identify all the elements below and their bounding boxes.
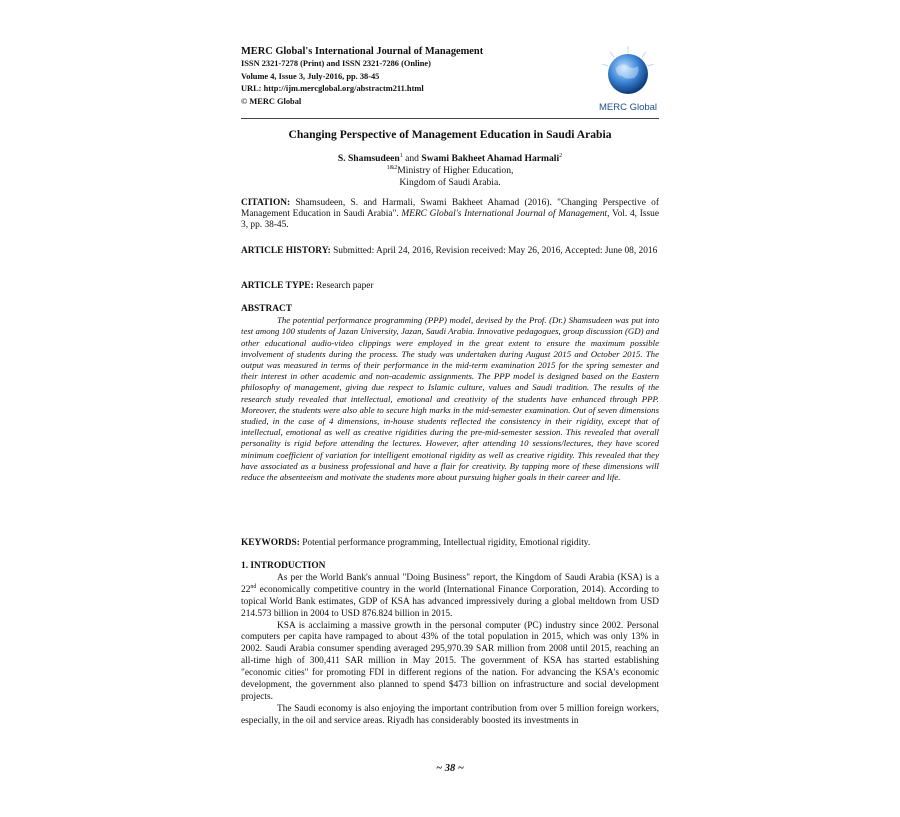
type-section <box>241 281 659 292</box>
paper-title: Changing Perspective of Management Education in Saudi Arabia <box>288 128 612 141</box>
author-line <box>241 153 659 165</box>
url-line[interactable]: URL: http://ijm.mercglobal.org/abstractm211.html <box>241 84 424 94</box>
intro-p1-sup: nd <box>250 583 257 590</box>
issn-line: ISSN 2321-7278 (Print) and ISSN 2321-7286 (Online) <box>241 59 431 69</box>
author-2: Swami Bakheet Ahamad Harmali <box>421 153 560 164</box>
copyright-line: © MERC Global <box>241 96 302 106</box>
abstract-section <box>241 304 659 483</box>
intro-paragraph-3: The Saudi economy is also enjoying the important contribution from over 5 million foreign workers, especially, in the oil and service areas. Riyadh has considerably boosted its investments in <box>241 703 659 726</box>
intro-p1-text-a: As per the World Bank's annual "Doing Business" report, the Kingdom of Saudi Arabia (KSA) is a 22 <box>241 572 659 595</box>
intro-p1-text-b: economically competitive country in the world (International Finance Corporation, 2014). According to topical World Bank estimates, GDP of KSA has advanced impressively during a global meltdown from USD 214.573 billion in 2004 to USD 876.824 billion in 2015. <box>241 584 659 619</box>
header-rule <box>241 118 659 119</box>
author-and: and <box>402 153 422 164</box>
journal-title: MERC Global's International Journal of Management <box>241 46 484 57</box>
type-label: ARTICLE TYPE: <box>241 281 314 291</box>
logo-caption: MERC Global <box>598 102 658 113</box>
abstract-heading: ABSTRACT <box>241 304 293 314</box>
affiliation-line-2: Kingdom of Saudi Arabia. <box>399 177 501 188</box>
introduction-section <box>241 561 659 728</box>
introduction-heading: 1. INTRODUCTION <box>241 561 326 571</box>
history-text: Submitted: April 24, 2016, Revision received: May 26, 2016, Accepted: June 08, 2016 <box>330 246 658 256</box>
page-number: ~ 38 ~ <box>436 763 464 774</box>
intro-paragraph-2: KSA is acclaiming a massive growth in the personal computer (PC) industry since 2002. Personal computers per capita have rampaged to about 43% of the total population in 2015, which was only 13% in 2002. Saudi Arabia consumer spending averaged 295,970.39 SAR million from 2008 until 2015, reaching an all-time high of 300,411 SAR million in May 2015. The government of KSA has started establishing "economic cities" for promoting FDI in different regions of the nation. For advancing the KSA's economic development, the government also planned to spend $473 billion on infrastructure and social development projects. <box>241 620 659 702</box>
volume-line: Volume 4, Issue 3, July-2016, pp. 38-45 <box>241 71 380 81</box>
citation-text: Shamsudeen, S. and Harmali, Swami Bakheet Ahamad (2016). "Changing Perspective of Management Education in Saudi Arabia". <box>241 198 659 220</box>
affiliation-text-1: Ministry of Higher Education, <box>397 165 514 176</box>
type-text: Research paper <box>313 281 374 291</box>
keywords-section <box>241 538 659 549</box>
intro-paragraph-1 <box>241 573 659 621</box>
citation-section <box>241 198 659 232</box>
keywords-text: Potential performance programming, Intellectual rigidity, Emotional rigidity. <box>299 538 591 548</box>
authors-block <box>241 153 659 189</box>
author-1: S. Shamsudeen <box>337 153 400 164</box>
history-section <box>241 246 659 257</box>
author-1-sup: 1 <box>399 152 403 159</box>
globe-icon <box>596 46 660 102</box>
abstract-body: The potential performance programming (PPP) model, devised by the Prof. (Dr.) Shamsudeen was put into test among 100 students of Jazan University, Jazan, Saudi Arabia. Innovative pedagogues, group discussion (GD) and other educational audio-video clippings were employed in the great extent to ensure the maximum possible involvement of students during the process. The study was undertaken during August 2015 and October 2015. The output was measured in terms of their performance in the mid-term examination 2015 for the spring semester and their interest in other academic and non-academic assignments. The PPP model is designed based on the Eastern philosophy of management, giving due respect to Islamic culture, values and Saudi tradition. The results of the research study revealed that intellectual, emotional and creativity of the students have enhanced through PPP. Moreover, the students were also able to secure high marks in the mid-semester examination. Out of seven dimensions studied, in the case of 4 dimensions, in-house students reflected the consistency in their rigidity, except that of intellectual, emotional as well as creative rigidities during the pre-mid-semester session. This revealed that overall personality is rigid before attending the lectures. However, after attending 10 sessions/lectures, they have scored minimum coefficient of variation for intelligent emotional rigidity as well as creative rigidity. This revealed that they have associated as a business professional and have a flair for creativity. By tapping more of these dimensions will reduce the absenteeism and motivate the students more about pursuing higher goals in their career and life. <box>241 315 659 483</box>
affiliation-line-1 <box>241 165 659 177</box>
citation-tail: Vol. 4, Issue 3, pp. 38-45. <box>241 209 659 231</box>
keywords-label: KEYWORDS: <box>241 538 300 548</box>
citation-label: CITATION: <box>241 198 291 208</box>
citation-journal: MERC Global's International Journal of Management, <box>401 209 610 220</box>
history-label: ARTICLE HISTORY: <box>241 246 331 256</box>
merc-global-logo <box>596 46 660 118</box>
affiliation-sup: 1&2 <box>386 164 398 171</box>
author-2-sup: 2 <box>559 152 563 159</box>
